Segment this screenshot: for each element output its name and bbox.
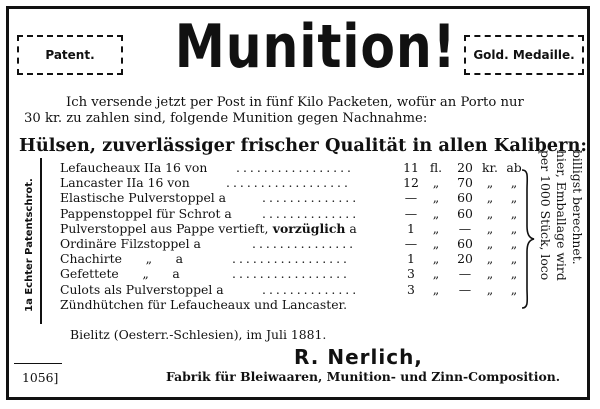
price-florin: 1 <box>407 220 415 236</box>
price-row-emphasis: vorzüglich <box>268 220 346 236</box>
price-florin: 11 <box>403 160 419 175</box>
intro-text <box>24 95 586 127</box>
unit-kreuzer: kr. <box>481 160 498 175</box>
unit-ab: ab <box>506 160 522 175</box>
leader-dots: ................. <box>232 251 350 267</box>
reference-number: 1056] <box>22 370 59 385</box>
price-kreuzer: — <box>458 281 472 297</box>
unit-ab: „ <box>510 190 518 206</box>
price-row-label: Chachirte „ a <box>60 251 184 267</box>
signature-name: R. Nerlich, <box>294 345 423 369</box>
intro-line-1: Ich versende jetzt per Post in fünf Kilo Packeten, wofür an Porto nur <box>66 95 524 110</box>
side-label-left: 1a Echter Patentschrot. <box>24 178 35 312</box>
leader-dots: .............. <box>262 281 360 297</box>
price-row-label: Pappenstoppel für Schrot a <box>60 205 232 221</box>
price-kreuzer: 20 <box>457 160 473 175</box>
unit-florin: „ <box>432 205 440 221</box>
price-florin: 3 <box>407 281 415 297</box>
unit-ab: „ <box>510 281 518 297</box>
unit-kreuzer: „ <box>486 190 494 206</box>
unit-kreuzer: „ <box>486 251 494 267</box>
price-row-label: Ordinäre Filzstoppel a <box>60 236 201 251</box>
unit-ab: „ <box>510 175 518 191</box>
page-title: Munition! <box>174 12 457 82</box>
curly-brace <box>520 168 536 310</box>
firm-description: Fabrik für Bleiwaaren, Munition- und Zinn-Composition. <box>166 369 561 384</box>
price-kreuzer: 70 <box>457 175 473 191</box>
leader-dots: .................. <box>226 175 351 191</box>
gold-medal-badge-label: Gold. Medaille. <box>473 48 575 62</box>
unit-florin: fl. <box>429 160 443 175</box>
price-kreuzer: 60 <box>457 205 473 221</box>
side-note-line-1: per 1000 Stück, loco <box>538 150 553 281</box>
patent-badge-label: Patent. <box>45 48 95 62</box>
leader-dots: .............. <box>262 190 360 206</box>
unit-ab: „ <box>510 266 518 282</box>
unit-florin: „ <box>432 281 440 297</box>
place-date: Bielitz (Oesterr.-Schlesien), im Juli 1881. <box>70 327 327 342</box>
reference-rule <box>14 363 62 364</box>
price-kreuzer: — <box>458 220 472 236</box>
price-florin: 3 <box>407 266 415 282</box>
price-row-label: Gefettete „ a <box>60 266 180 282</box>
price-kreuzer: — <box>458 266 472 282</box>
side-note-line-2: hier, Emballage wird <box>554 150 569 281</box>
price-row-label: Culots als Pulverstoppel a <box>60 281 224 297</box>
unit-kreuzer: „ <box>486 205 494 221</box>
price-row-label: Lancaster IIa 16 von <box>60 175 190 191</box>
unit-florin: „ <box>432 190 440 206</box>
unit-ab: „ <box>510 205 518 221</box>
side-rule <box>40 158 42 324</box>
unit-kreuzer: „ <box>486 220 494 236</box>
leader-dots: ................. <box>236 160 354 175</box>
leader-dots: .............. <box>262 205 360 221</box>
unit-ab: „ <box>510 220 518 236</box>
unit-ab: „ <box>510 251 518 267</box>
price-row-label: Lefaucheaux IIa 16 von <box>60 160 208 175</box>
intro-line-2: 30 kr. zu zahlen sind, folgende Munition gegen Nachnahme: <box>24 111 428 126</box>
price-row-label: Pulverstoppel aus Pappe vertieft, vorzüglich a <box>60 220 357 236</box>
price-kreuzer: 60 <box>457 236 473 251</box>
price-florin: — <box>404 190 418 206</box>
unit-kreuzer: „ <box>486 236 494 251</box>
unit-ab: „ <box>510 236 518 251</box>
unit-florin: „ <box>432 236 440 251</box>
price-florin: — <box>404 205 418 221</box>
unit-florin: „ <box>432 175 440 191</box>
price-row-label: Elastische Pulverstoppel a <box>60 190 227 206</box>
unit-florin: „ <box>432 220 440 236</box>
unit-kreuzer: „ <box>486 266 494 282</box>
gold-medal-badge <box>464 35 584 75</box>
price-florin: 1 <box>407 251 415 267</box>
side-note-line-3: billigst berechnet. <box>570 150 585 265</box>
patent-badge <box>17 35 123 75</box>
unit-florin: „ <box>432 266 440 282</box>
price-kreuzer: 20 <box>457 251 473 267</box>
leader-dots: ............... <box>252 236 357 251</box>
price-kreuzer: 60 <box>457 190 473 206</box>
price-row-label: Zündhütchen für Lefaucheaux und Lancaster. <box>60 296 348 312</box>
unit-florin: „ <box>432 251 440 267</box>
price-florin: 12 <box>403 175 419 191</box>
unit-kreuzer: „ <box>486 175 494 191</box>
headline: Hülsen, zuverlässiger frischer Qualität in allen Kalibern: <box>19 135 587 156</box>
price-florin: — <box>404 236 418 251</box>
leader-dots: ................. <box>232 266 350 282</box>
unit-kreuzer: „ <box>486 281 494 297</box>
